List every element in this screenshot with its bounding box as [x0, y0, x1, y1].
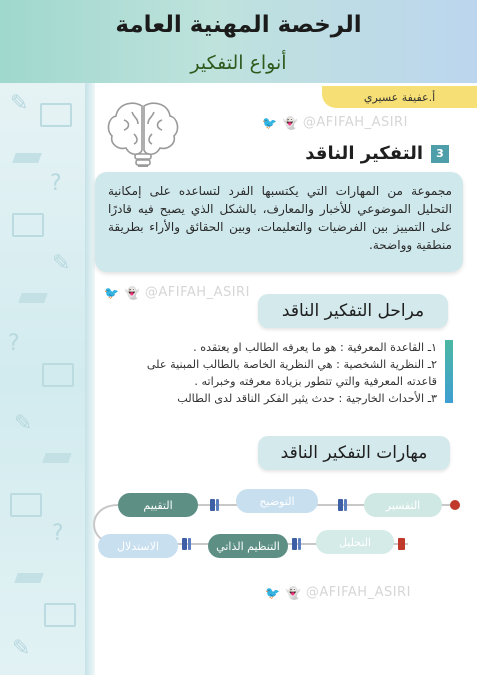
flow-start-dot	[450, 500, 460, 510]
skill-node-inference: الاستدلال	[98, 534, 178, 558]
watermark-handle: @AFIFAH_ASIRI	[302, 115, 408, 130]
watermark-handle: @AFIFAH_ASIRI	[305, 585, 411, 600]
page-title: الرخصة المهنية العامة	[115, 12, 362, 38]
stages-heading: مراحل التفكير الناقد	[258, 294, 448, 328]
question-doodle-icon: ?	[8, 331, 20, 356]
skill-node-clarification: التوضيح	[236, 489, 318, 513]
skill-node-evaluation: التقييم	[118, 493, 198, 517]
connector-plug-icon	[216, 499, 219, 511]
stage-item-1: ١ـ القاعدة المعرفية : هو ما يعرفه الطالب او يعتقده .	[193, 341, 437, 354]
snapchat-icon: 👻	[124, 285, 140, 300]
connector-plug-icon	[210, 499, 215, 511]
pencil-doodle-icon: ✎	[52, 251, 71, 276]
author-tag: أ.عفيفة عسيري	[322, 86, 477, 108]
question-doodle-icon: ?	[52, 521, 64, 546]
connector-plug-icon	[188, 538, 191, 550]
twitter-icon: 🐦	[265, 585, 281, 600]
twitter-icon: 🐦	[104, 285, 120, 300]
pencil-doodle-icon: ✎	[12, 636, 31, 661]
watermark-handle: @AFIFAH_ASIRI	[144, 285, 250, 300]
pencil-doodle-icon: ✎	[14, 411, 33, 436]
twitter-icon: 🐦	[262, 115, 278, 130]
connector-plug-icon	[344, 499, 347, 511]
page-subtitle: أنواع التفكير	[190, 52, 287, 74]
pencil-doodle-icon: ✎	[10, 91, 29, 116]
section-title: التفكير الناقد	[305, 143, 423, 164]
section-number-badge: 3	[431, 145, 449, 163]
connector-plug-icon	[338, 499, 343, 511]
skill-node-analysis: التحليل	[316, 530, 394, 554]
connector-plug-icon	[292, 538, 297, 550]
stage-item-2-cont: قاعدته المعرفية والتي تتطور بزيادة معرفته وخبراته .	[194, 375, 437, 388]
stage-item-2: ٢ـ النظرية الشخصية : هي النظرية الخاصة بالطالب المبنية على	[146, 358, 437, 371]
definition-text: مجموعة من المهارات التي يكتسبها الفرد لتساعده على إمكانية التحليل الموضوعي للأخبار والمعارف، بالشكل الذي يصبح فيه قادرًا على التمييز بين الفرضيات والتعليمات، وبين الحقائق والأراء بطريقة منطقية وواضحة.	[108, 184, 452, 252]
stage-item-3: ٣ـ الأحداث الخارجية : حدث يثير الفكر الناقد لدى الطالب	[177, 392, 437, 405]
flow-end-marker	[398, 538, 405, 550]
skill-node-self-regulation: التنظيم الذاتي	[208, 534, 288, 558]
connector-plug-icon	[298, 538, 301, 550]
question-doodle-icon: ?	[50, 171, 62, 196]
snapchat-icon: 👻	[282, 115, 298, 130]
skill-node-interpretation: التفسير	[364, 493, 442, 517]
connector-plug-icon	[182, 538, 187, 550]
skills-heading: مهارات التفكير الناقد	[258, 436, 450, 470]
snapchat-icon: 👻	[285, 585, 301, 600]
